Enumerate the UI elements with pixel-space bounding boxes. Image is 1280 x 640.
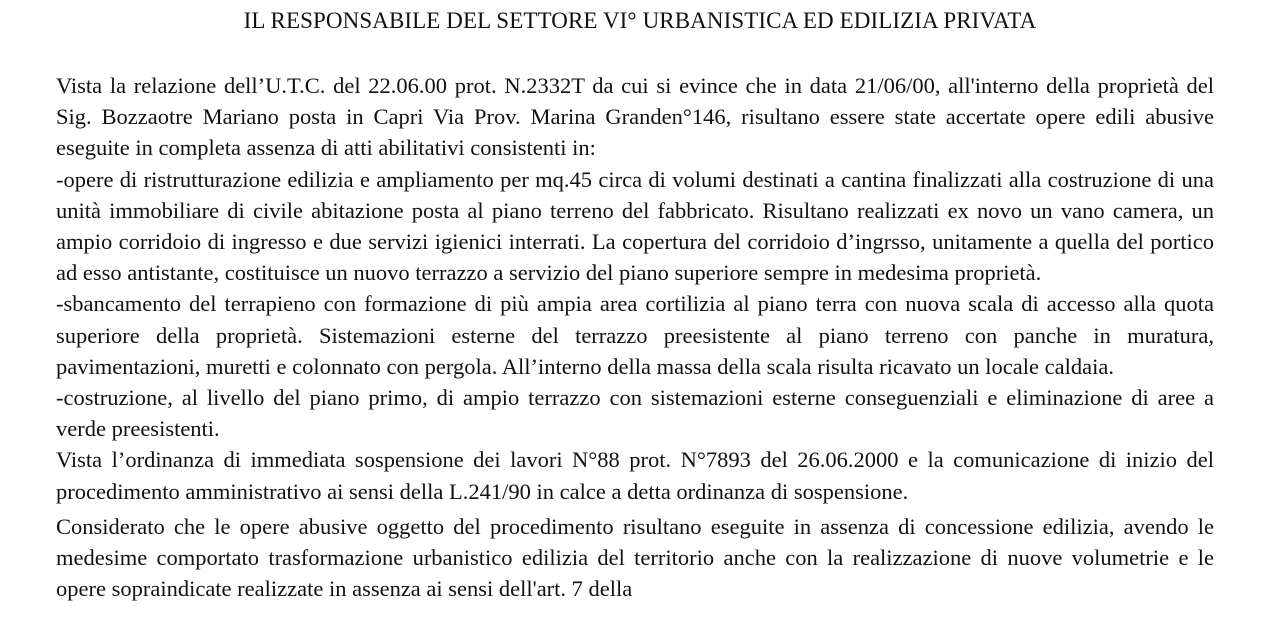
paragraph-considerato: Considerato che le opere abusive oggetto del procedimento risultano eseguite in assenza di concessione edilizia, avendo le medesime comportato trasformazione urbanistico edilizia del territorio anche con la realizzazione di nuove volumetrie e le opere sopraindicate realizzate in assenza ai sensi dell'art. 7 della [56,513,1214,602]
paragraph-sbancamento: -sbancamento del terrapieno con formazione di più ampia area cortilizia al piano terra con nuova scala di accesso alla quota superiore della proprietà. Sistemazioni esterne del terrazzo preesistente al piano terreno con panche in muratura, pavimentazioni, muretti e colonnato con pergola. All’interno della massa della scala risulta ricavato un locale caldaia. [56,291,1214,379]
paragraph-ordinanza: Vista l’ordinanza di immediata sospensione dei lavori N°88 prot. N°7893 del 26.06.2000 e la comunicazione di inizio del procedimento amministrativo ai sensi della L.241/90 in calce a detta ordinanza di sospensione. [56,447,1214,504]
document-title: IL RESPONSABILE DEL SETTORE VI° URBANISTICA ED EDILIZIA PRIVATA [243,8,1037,33]
paragraph-relazione: Vista la relazione dell’U.T.C. del 22.06.00 prot. N.2332T da cui si evince che in data 21/06/00, all'interno della proprietà del Sig. Bozzaotre Mariano posta in Capri Via Prov. Marina Granden°146, risultano essere state accertate opere edili abusive eseguite in completa assenza di atti abilitativi consistenti in: [56,73,1214,161]
paragraph-costruzione: -costruzione, al livello del piano primo, di ampio terrazzo con sistemazioni esterne conseguenziali e eliminazione di aree a verde preesistenti. [56,385,1214,442]
document-body [56,70,1214,604]
paragraph-ristrutturazione: -opere di ristrutturazione edilizia e ampliamento per mq.45 circa di volumi destinati a cantina finalizzati alla costruzione di una unità immobiliare di civile abitazione posta al piano terreno del fabbricato. Risultano realizzati ex novo un vano camera, un ampio corridoio di ingresso e due servizi igienici interrati. La copertura del corridoio d’ingrsso, unitamente a quella del portico ad esso antistante, costituisce un nuovo terrazzo a servizio del piano superiore sempre in medesima proprietà. [56,166,1214,286]
